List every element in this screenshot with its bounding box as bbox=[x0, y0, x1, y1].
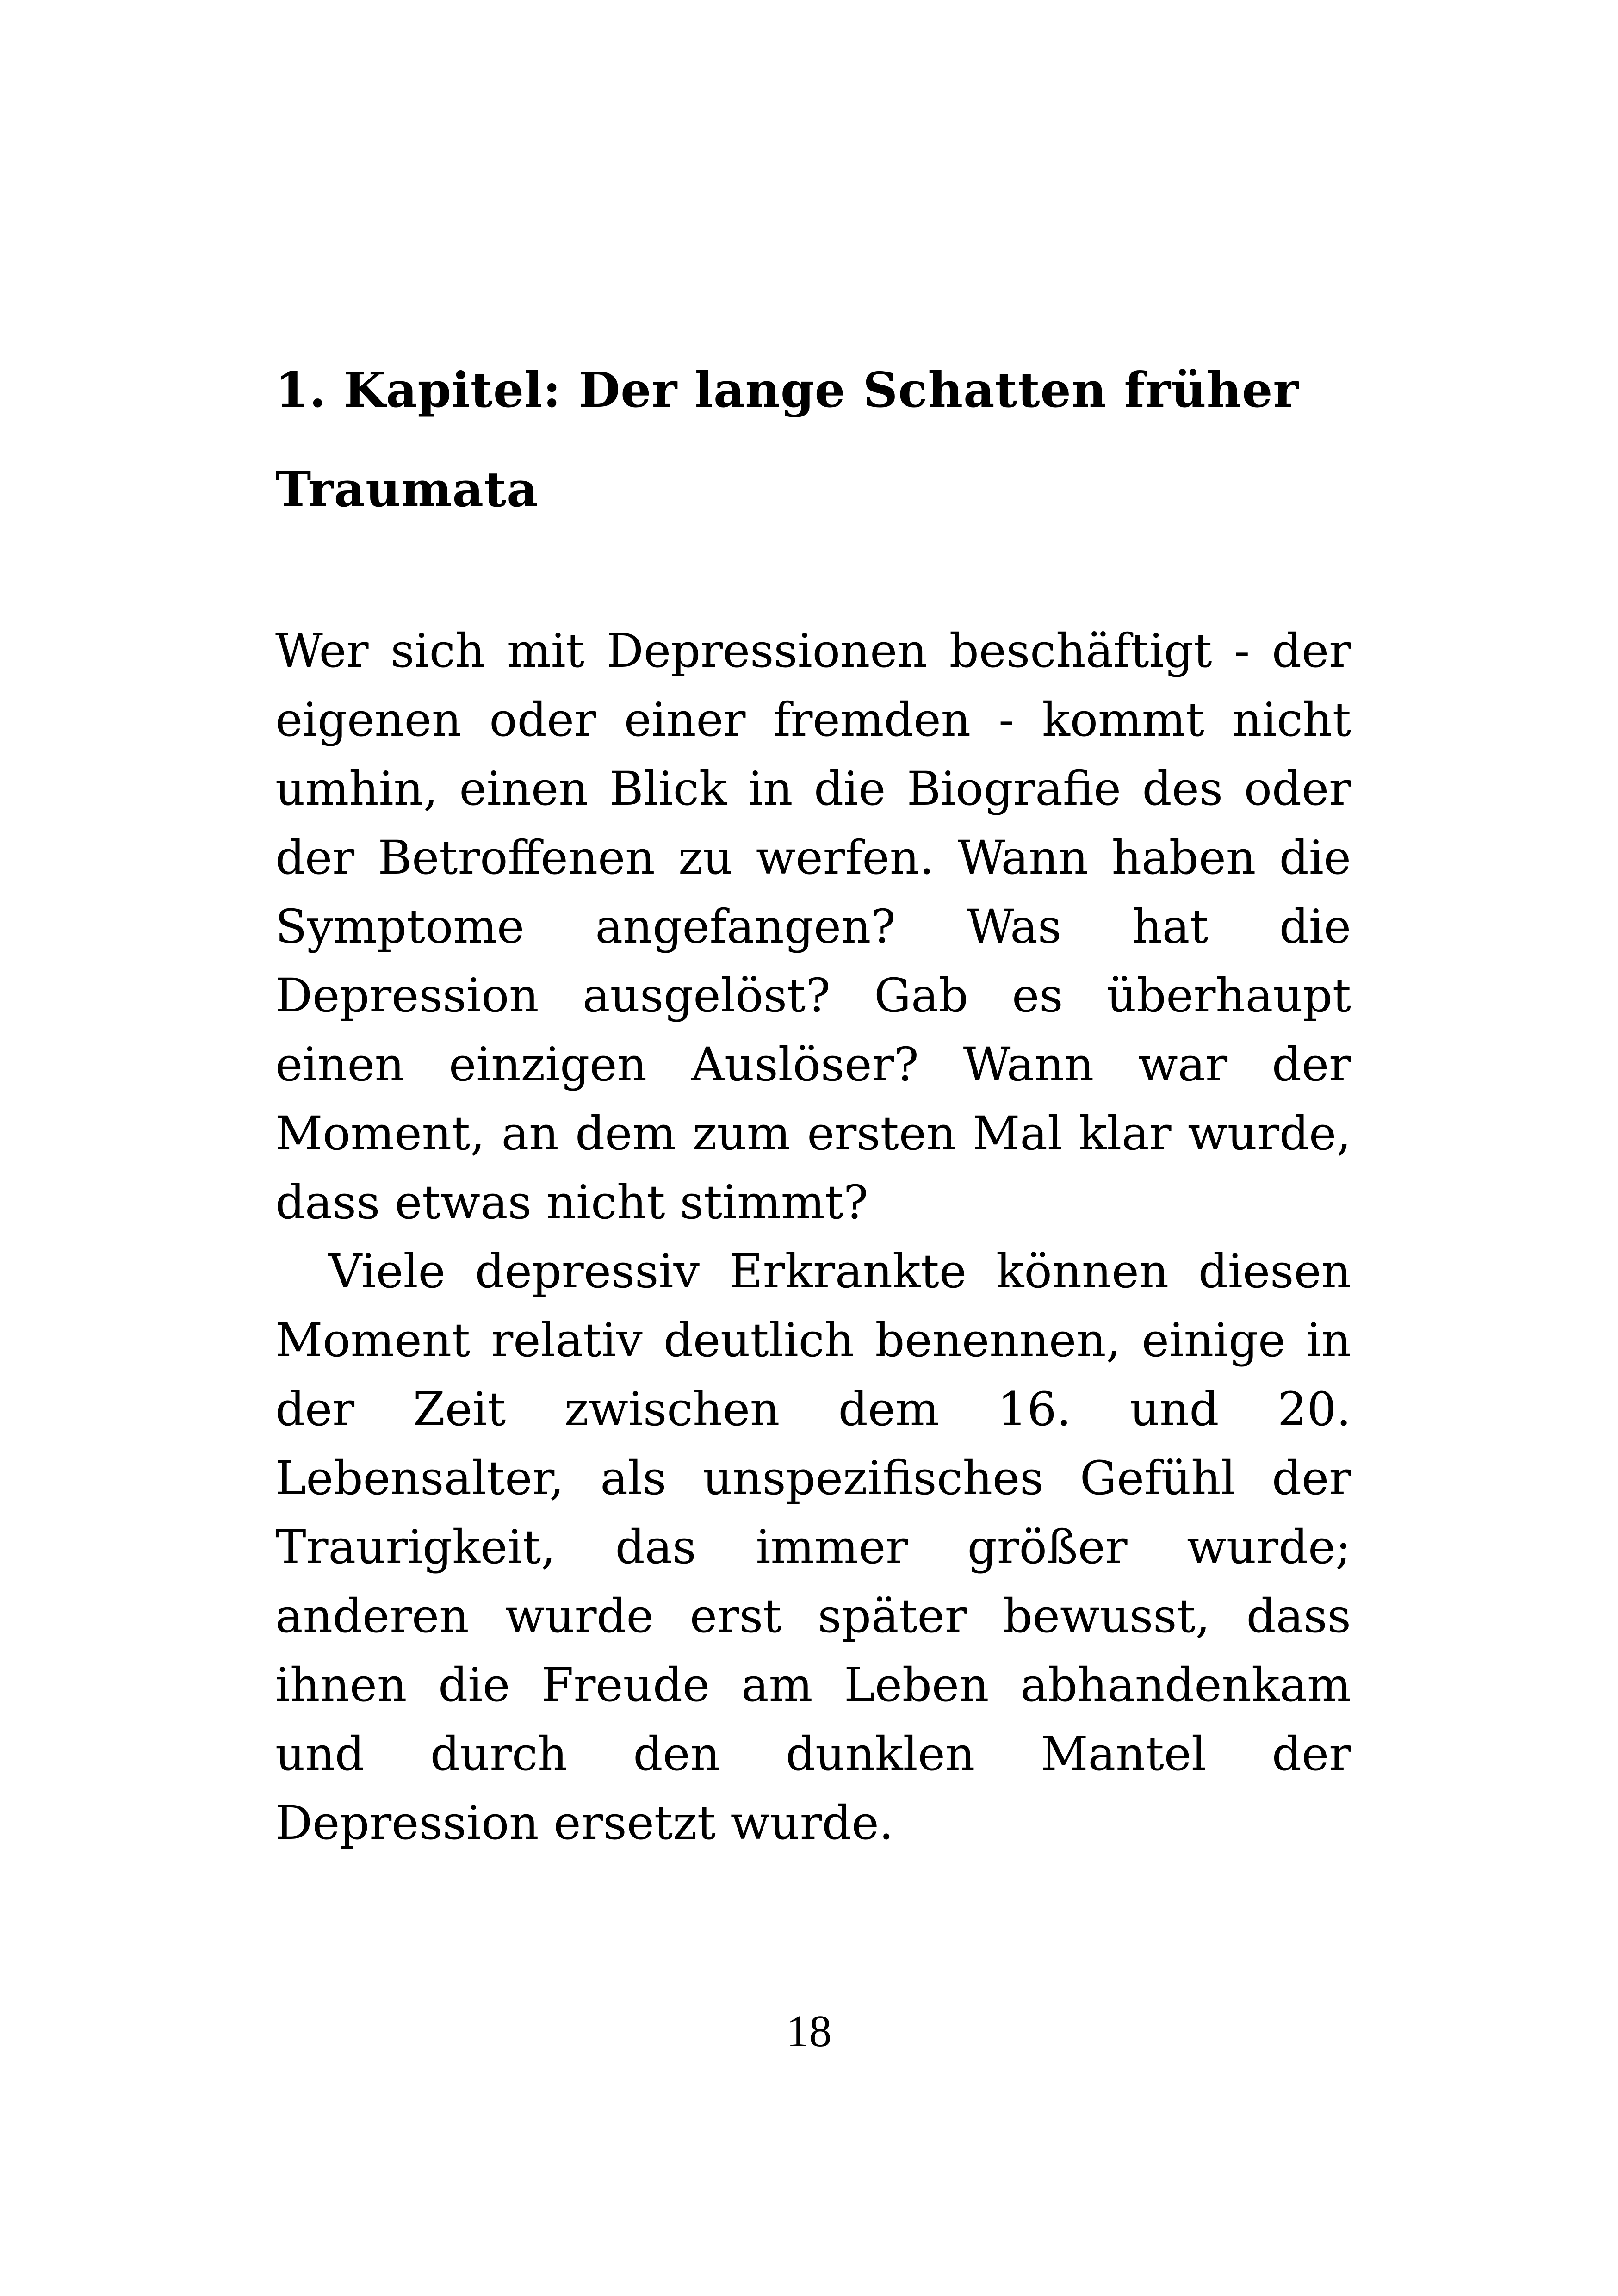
page-number: 18 bbox=[786, 2006, 832, 2056]
paragraph-1: Wer sich mit Depressionen beschäftigt - der eigenen oder einer fremden - kommt nicht umhin, einen Blick in die Biografie des oder der Betroffenen zu werfen. Wann haben die Symptome angefangen? Was hat die Depression ausgelöst? Gab es überhaupt einen einzigen Auslöser? Wann war der Moment, an dem zum ersten Mal klar wurde, dass etwas nicht stimmt? bbox=[275, 624, 1351, 1229]
chapter-heading bbox=[275, 340, 1353, 539]
chapter-body bbox=[275, 616, 1351, 1857]
chapter-heading-line-2: Traumata bbox=[275, 461, 539, 518]
chapter-heading-line-1: 1. Kapitel: Der lange Schatten früher bbox=[275, 361, 1299, 418]
paragraph-2: Viele depressiv Erkrankte können diesen Moment relativ deutlich benennen, einige in der Zeit zwischen dem 16. und 20. Lebensalter, als unspezifisches Gefühl der Traurigkeit, das immer größer wurde; anderen wurde erst später bewusst, dass ihnen die Freude am Leben abhandenkam und durch den dunklen Mantel der Depression ersetzt wurde. bbox=[275, 1244, 1351, 1850]
